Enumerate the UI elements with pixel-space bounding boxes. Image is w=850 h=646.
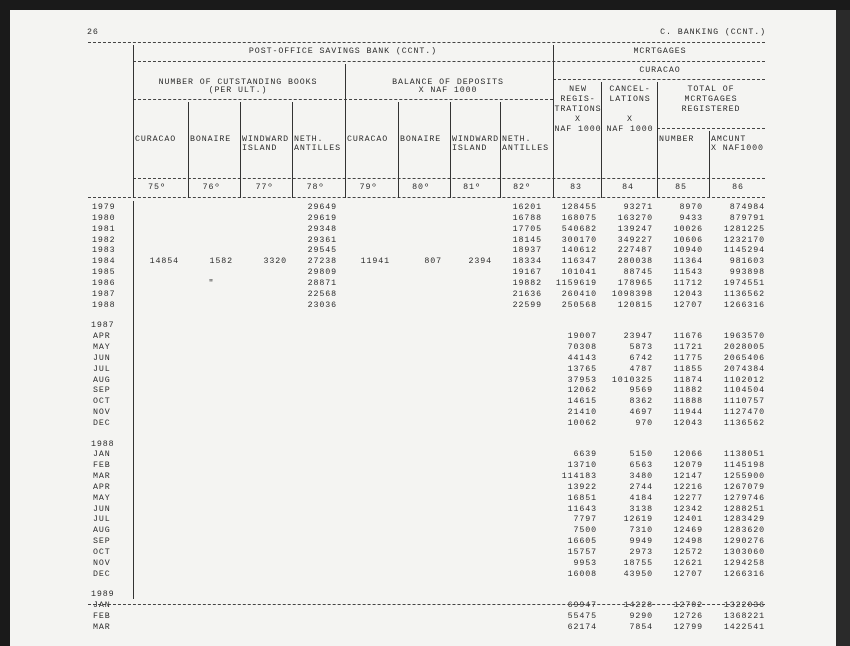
table-cell: 23036 <box>307 300 337 310</box>
cancel-line: CANCEL- <box>609 85 651 94</box>
table-cell: 21410 <box>567 408 597 418</box>
row-label: NOV <box>93 558 111 568</box>
balance-title: BALANCE OF DEPOSITS <box>392 78 504 87</box>
table-cell: 4184 <box>629 493 653 503</box>
table-cell: 2744 <box>629 482 653 492</box>
table-cell: 1255900 <box>723 472 765 482</box>
row-label: 1987 <box>92 289 116 299</box>
table-cell: 4697 <box>629 408 653 418</box>
table-cell: 114183 <box>561 472 597 482</box>
table-cell: 29361 <box>307 235 337 245</box>
table-cell: 7797 <box>573 515 597 525</box>
table-cell: 6563 <box>629 461 653 471</box>
table-cell: 62174 <box>567 622 597 632</box>
divider <box>553 79 765 80</box>
table-cell: 27238 <box>307 257 337 267</box>
table-cell: 8362 <box>629 397 653 407</box>
column-number: 75º <box>148 183 166 192</box>
table-cell: 29348 <box>307 224 337 234</box>
divider <box>133 99 553 100</box>
table-cell: 44143 <box>567 353 597 363</box>
table-cell: 1974551 <box>723 278 765 288</box>
table-cell: 12043 <box>673 418 703 428</box>
total-line: TOTAL OF <box>687 85 735 94</box>
row-label: NOV <box>93 408 111 418</box>
column-rule <box>398 102 399 198</box>
books-title: NUMBER OF CUTSTANDING BOOKS <box>158 78 318 87</box>
table-cell: 16201 <box>512 203 542 212</box>
column-number: 86 <box>732 183 744 192</box>
column-number: 76º <box>202 183 221 192</box>
table-cell: 1290276 <box>723 537 765 547</box>
table-cell: 981603 <box>729 257 765 267</box>
row-label: SEP <box>93 537 111 547</box>
table-cell: 3480 <box>629 472 653 482</box>
table-cell: 18937 <box>512 246 542 256</box>
table-cell: 28871 <box>307 278 337 288</box>
table-cell: 14854 <box>149 257 179 267</box>
table-cell: 120815 <box>617 300 653 310</box>
table-cell: 5150 <box>629 450 653 460</box>
row-label: APR <box>93 332 111 342</box>
table-cell: 2074384 <box>723 364 765 374</box>
row-label: 1985 <box>92 268 116 278</box>
table-cell: 140612 <box>561 246 597 256</box>
table-cell: 128455 <box>561 203 597 212</box>
table-cell: 1232170 <box>723 235 765 245</box>
column-rule <box>450 102 451 198</box>
row-label: JAN <box>93 601 111 611</box>
table-cell: 1288251 <box>723 504 765 514</box>
column-number: 80º <box>412 183 430 192</box>
column-header: CURACAO <box>135 135 177 144</box>
table-cell: 7854 <box>629 622 653 632</box>
table-cell: 10940 <box>673 246 703 256</box>
row-label: AUG <box>93 375 111 385</box>
table-cell: 12726 <box>673 612 703 622</box>
row-label: JUN <box>93 504 111 514</box>
table-cell: 12572 <box>673 548 703 558</box>
column-number: 85 <box>675 183 687 192</box>
table-cell: 4787 <box>629 364 653 374</box>
new-reg-line: TRATIONS <box>554 105 602 114</box>
column-rule <box>240 102 241 198</box>
table-cell: 7500 <box>573 526 597 536</box>
row-label: MAY <box>93 493 111 503</box>
table-cell: 11855 <box>673 364 703 374</box>
table-cell: 6742 <box>629 353 653 363</box>
table-cell: 1145198 <box>723 461 765 471</box>
table-cell: 3320 <box>263 257 287 267</box>
table-cell: 12277 <box>673 493 703 503</box>
row-label: JAN <box>93 450 111 460</box>
cancel-line: X <box>627 115 633 124</box>
table-cell: 23947 <box>623 332 653 342</box>
table-cell: 21636 <box>512 289 542 299</box>
column-header: NUMBER <box>659 135 695 144</box>
table-cell: 807 <box>424 257 442 267</box>
group-year: 1989 <box>91 590 115 600</box>
column-rule <box>601 82 602 198</box>
table-cell: 1159619 <box>555 278 597 288</box>
table-cell: 1127470 <box>723 408 765 418</box>
table-cell: 12702 <box>673 601 703 611</box>
table-cell: 11888 <box>673 397 703 407</box>
table-cell: 7310 <box>629 526 653 536</box>
table-cell: 879791 <box>729 213 765 223</box>
mortgages-title: MCRTGAGES <box>633 47 687 56</box>
table-cell: 12707 <box>673 569 703 579</box>
table-cell: 29619 <box>307 213 337 223</box>
column-number: 79º <box>359 183 378 192</box>
scan-edge <box>836 10 850 646</box>
table-cell: 6639 <box>573 450 597 460</box>
table-cell: 14228 <box>623 601 653 611</box>
page-number: 26 <box>87 28 99 37</box>
table-cell: 1303060 <box>723 548 765 558</box>
table-cell: 12498 <box>673 537 703 547</box>
table-cell: 12062 <box>567 386 597 396</box>
row-label: 1988 <box>92 300 116 310</box>
column-rule <box>709 131 710 198</box>
table-cell: 22599 <box>512 300 542 310</box>
section-title: C. BANKING (CCNT.) <box>660 28 766 37</box>
group-year: 1988 <box>91 439 115 449</box>
table-cell: 1104504 <box>723 386 765 396</box>
new-reg-line: REGIS- <box>560 95 596 104</box>
table-cell: 12079 <box>673 461 703 471</box>
column-number: 84 <box>622 183 634 192</box>
table-cell: 11721 <box>673 342 703 352</box>
table-cell: 349227 <box>617 235 653 245</box>
table-cell: 11874 <box>673 375 703 385</box>
table-cell: 1266316 <box>723 300 765 310</box>
row-label: OCT <box>93 548 111 558</box>
column-rule <box>500 102 501 198</box>
row-label: MAR <box>93 472 111 482</box>
table-cell: 43950 <box>623 569 653 579</box>
row-label: MAR <box>93 622 111 632</box>
table-cell: 1322036 <box>723 601 765 611</box>
table-cell: 12707 <box>673 300 703 310</box>
table-cell: 29545 <box>307 246 337 256</box>
table-cell: 12066 <box>673 450 703 460</box>
table-cell: 11643 <box>567 504 597 514</box>
row-label: MAY <box>93 342 111 352</box>
column-header: ANTILLES <box>294 144 342 153</box>
column-header: ISLAND <box>242 144 278 153</box>
table-cell: 168075 <box>561 213 597 223</box>
table-cell: 2065406 <box>723 353 765 363</box>
table-cell: 12401 <box>673 515 703 525</box>
column-number: 77º <box>255 183 274 192</box>
divider <box>133 178 765 179</box>
new-reg-line: NAF 1000 <box>554 125 602 134</box>
table-cell: 22568 <box>307 289 337 299</box>
column-header: CURACAO <box>347 135 389 144</box>
table-cell: 19007 <box>567 332 597 342</box>
table-cell: 1136562 <box>723 418 765 428</box>
table-cell: 11941 <box>360 257 390 267</box>
books-subtitle: (PER ULT.) <box>208 86 268 95</box>
table-cell: " <box>208 278 215 288</box>
table-cell: 10062 <box>567 418 597 428</box>
table-cell: 16788 <box>512 213 542 223</box>
column-number: 83 <box>570 183 582 192</box>
row-label: 1982 <box>92 235 116 245</box>
table-cell: 101041 <box>561 268 597 278</box>
row-label: AUG <box>93 526 111 536</box>
table-cell: 993898 <box>729 268 765 278</box>
column-header: AMCUNT <box>711 135 747 144</box>
column-header: ANTILLES <box>502 144 550 153</box>
column-rule <box>133 45 134 198</box>
table-cell: 1294258 <box>723 558 765 568</box>
row-label: 1980 <box>92 213 116 223</box>
divider <box>133 61 765 62</box>
table-cell: 970 <box>635 418 653 428</box>
table-cell: 55475 <box>567 612 597 622</box>
table-cell: 70308 <box>567 342 597 352</box>
column-header: BONAIRE <box>400 135 442 144</box>
table-cell: 11364 <box>673 257 703 267</box>
row-label: APR <box>93 482 111 492</box>
table-cell: 29809 <box>307 268 337 278</box>
row-label: SEP <box>93 386 111 396</box>
table-cell: 9290 <box>629 612 653 622</box>
table-cell: 11712 <box>673 278 703 288</box>
group-year: 1987 <box>91 321 115 331</box>
row-label: DEC <box>93 569 111 579</box>
table-cell: 16851 <box>567 493 597 503</box>
table-cell: 1110757 <box>723 397 765 407</box>
column-rule <box>553 45 554 198</box>
column-rule <box>292 102 293 198</box>
table-cell: 1281225 <box>723 224 765 234</box>
table-cell: 29649 <box>307 203 337 212</box>
table-cell: 88745 <box>623 268 653 278</box>
new-reg-line: X <box>575 115 581 124</box>
table-cell: 1368221 <box>723 612 765 622</box>
cancel-line: NAF 1000 <box>606 125 654 134</box>
table-cell: 9949 <box>629 537 653 547</box>
new-reg-line: NEW <box>569 85 587 94</box>
table-cell: 16605 <box>567 537 597 547</box>
table-cell: 1283429 <box>723 515 765 525</box>
total-line: MCRTGAGES <box>684 95 738 104</box>
column-header: WINDWARD <box>452 135 500 144</box>
table-cell: 11775 <box>673 353 703 363</box>
table-cell: 12216 <box>673 482 703 492</box>
row-label: OCT <box>93 397 111 407</box>
column-number: 78º <box>306 183 325 192</box>
table-cell: 9569 <box>629 386 653 396</box>
table-cell: 227487 <box>617 246 653 256</box>
table-cell: 12621 <box>673 558 703 568</box>
column-rule <box>345 64 346 198</box>
column-rule <box>133 201 134 599</box>
table-cell: 13765 <box>567 364 597 374</box>
row-label: 1979 <box>92 203 116 212</box>
table-cell: 19167 <box>512 268 542 278</box>
table-cell: 1422541 <box>723 622 765 632</box>
curacao-title: CURACAO <box>639 66 681 75</box>
table-cell: 540682 <box>561 224 597 234</box>
table-cell: 250568 <box>561 300 597 310</box>
table-cell: 178965 <box>617 278 653 288</box>
table-cell: 1279746 <box>723 493 765 503</box>
table-cell: 10026 <box>673 224 703 234</box>
table-cell: 1098398 <box>611 289 653 299</box>
row-label: 1984 <box>92 257 116 267</box>
table-cell: 12147 <box>673 472 703 482</box>
table-cell: 11882 <box>673 386 703 396</box>
table-cell: 14615 <box>567 397 597 407</box>
table-cell: 3138 <box>629 504 653 514</box>
row-label: FEB <box>93 461 111 471</box>
table-cell: 260410 <box>561 289 597 299</box>
table-cell: 2973 <box>629 548 653 558</box>
table-cell: 1283620 <box>723 526 765 536</box>
psb-title: POST-OFFICE SAVINGS BANK (CCNT.) <box>248 47 438 56</box>
column-rule <box>657 82 658 198</box>
table-cell: 139247 <box>617 224 653 234</box>
table-cell: 13710 <box>567 461 597 471</box>
table-cell: 10606 <box>673 235 703 245</box>
table-cell: 1102012 <box>723 375 765 385</box>
table-cell: 1963570 <box>723 332 765 342</box>
column-header: ISLAND <box>452 144 488 153</box>
table-cell: 12469 <box>673 526 703 536</box>
table-cell: 11543 <box>673 268 703 278</box>
table-cell: 5873 <box>629 342 653 352</box>
table-cell: 18334 <box>512 257 542 267</box>
divider <box>88 197 765 198</box>
table-cell: 12342 <box>673 504 703 514</box>
table-cell: 37953 <box>567 375 597 385</box>
row-label: DEC <box>93 418 111 428</box>
table-cell: 280038 <box>617 257 653 267</box>
table-cell: 9433 <box>679 213 703 223</box>
column-header: WINDWARD <box>242 135 290 144</box>
table-cell: 1266316 <box>723 569 765 579</box>
table-cell: 1138051 <box>723 450 765 460</box>
table-cell: 12799 <box>673 622 703 632</box>
table-cell: 163270 <box>617 213 653 223</box>
row-label: 1981 <box>92 224 116 234</box>
column-number: 81º <box>463 183 481 192</box>
table-cell: 11944 <box>673 408 703 418</box>
column-number: 82º <box>513 183 531 192</box>
table-cell: 1010325 <box>611 375 653 385</box>
table-cell: 1136562 <box>723 289 765 299</box>
table-cell: 1145294 <box>723 246 765 256</box>
row-label: 1986 <box>92 278 116 288</box>
table-cell: 1582 <box>209 257 233 267</box>
row-label: JUL <box>93 364 111 374</box>
balance-subtitle: X NAF 1000 <box>418 86 478 95</box>
row-label: JUN <box>93 353 111 363</box>
table-cell: 300170 <box>561 235 597 245</box>
cancel-line: LATIONS <box>609 95 651 104</box>
table-cell: 1267079 <box>723 482 765 492</box>
column-header: NETH. <box>294 135 324 144</box>
table-cell: 69947 <box>567 601 597 611</box>
divider <box>657 128 765 129</box>
column-header: BONAIRE <box>190 135 232 144</box>
table-cell: 15757 <box>567 548 597 558</box>
table-cell: 16008 <box>567 569 597 579</box>
table-cell: 11676 <box>673 332 703 342</box>
table-cell: 18145 <box>512 235 542 245</box>
table-cell: 19882 <box>512 278 542 288</box>
table-cell: 12619 <box>623 515 653 525</box>
row-label: JUL <box>93 515 111 525</box>
table-cell: 2394 <box>468 257 492 267</box>
table-cell: 874984 <box>729 203 765 212</box>
table-cell: 17705 <box>512 224 542 234</box>
table-cell: 2028005 <box>723 342 765 352</box>
column-header: NETH. <box>502 135 532 144</box>
row-label: FEB <box>93 612 111 622</box>
column-header: X NAF1000 <box>711 144 764 153</box>
table-cell: 12043 <box>673 289 703 299</box>
table-cell: 9953 <box>573 558 597 568</box>
column-rule <box>188 102 189 198</box>
table-cell: 116347 <box>561 257 597 267</box>
table-cell: 8970 <box>679 203 703 212</box>
table-cell: 13922 <box>567 482 597 492</box>
row-label: 1983 <box>92 246 116 256</box>
table-cell: 93271 <box>623 203 653 212</box>
total-line: REGISTERED <box>681 105 741 114</box>
table-cell: 18755 <box>623 558 653 568</box>
divider <box>88 604 765 605</box>
divider <box>88 42 765 43</box>
